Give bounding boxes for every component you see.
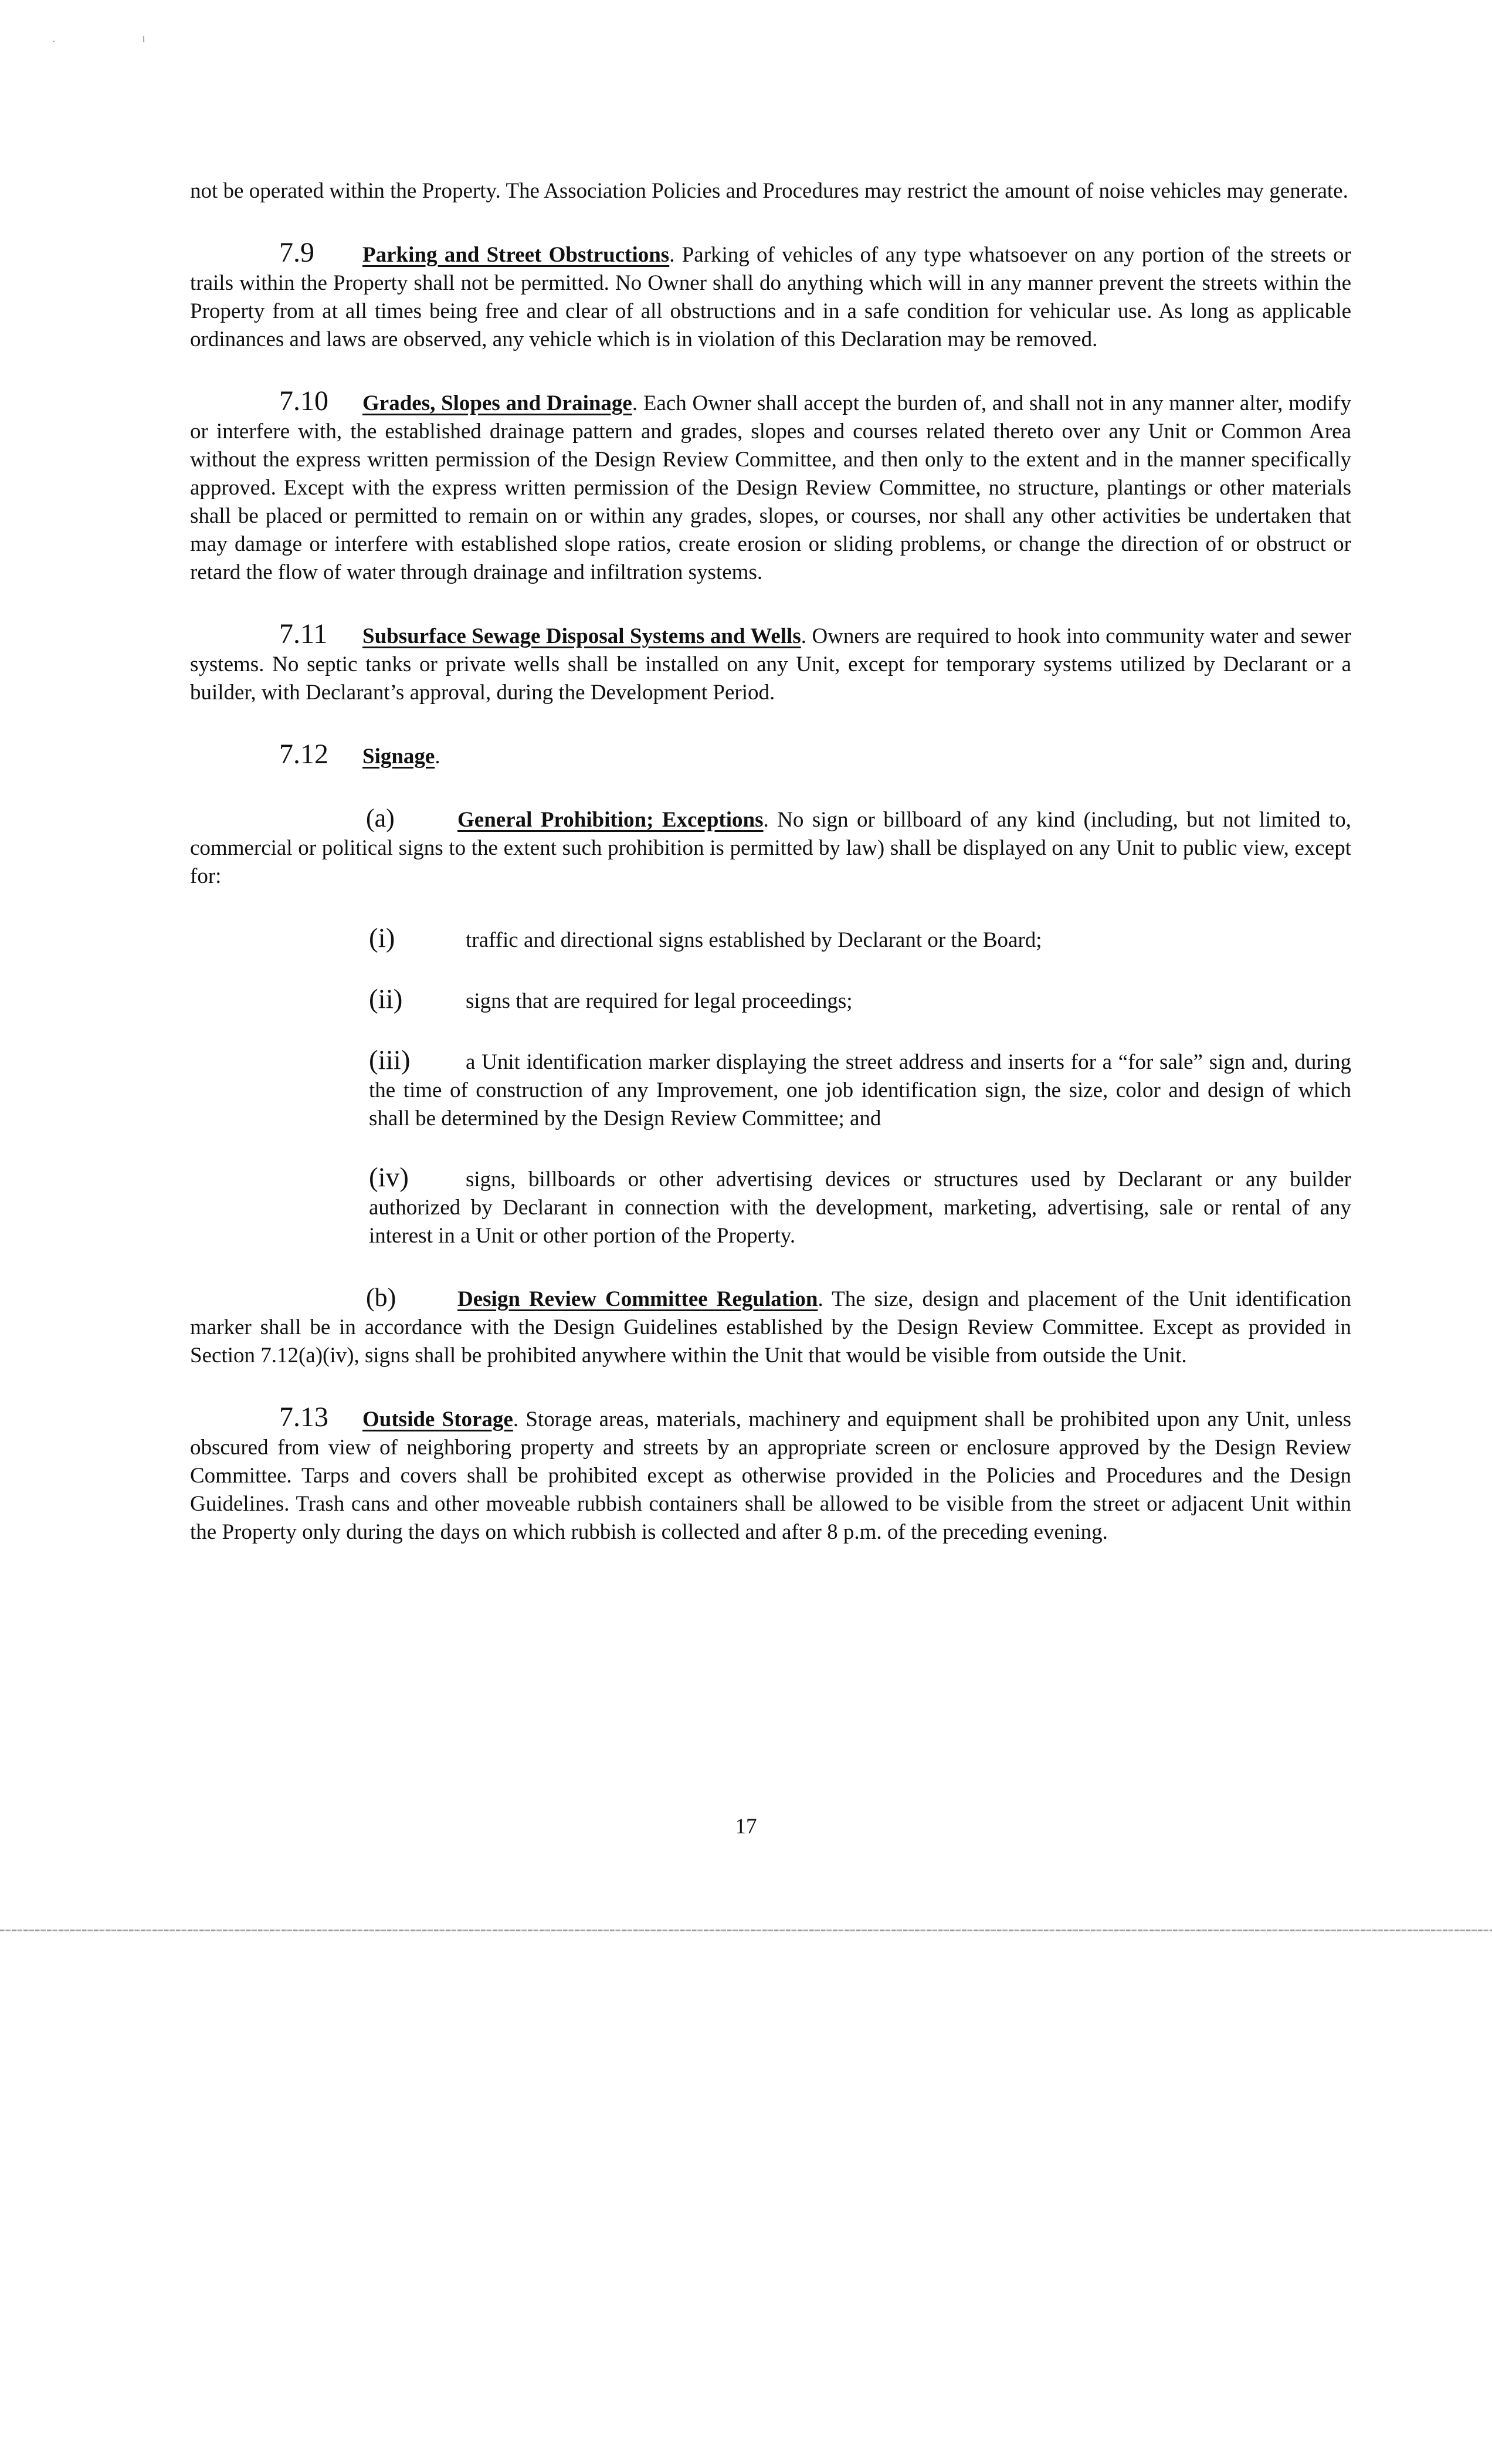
section-7-11 (190, 620, 1351, 707)
section-heading: Subsurface Sewage Disposal Systems and Wells (362, 624, 801, 648)
list-item (369, 1046, 1351, 1133)
subsection-label: (a) (366, 804, 395, 832)
item-label: (iii) (369, 1045, 411, 1075)
document-body (190, 177, 1351, 1580)
subsection-7-12-a (190, 804, 1351, 891)
item-label: (iv) (369, 1162, 409, 1193)
list-item (369, 924, 1351, 955)
subsection-7-12-b (190, 1284, 1351, 1370)
section-heading: Outside Storage (362, 1407, 513, 1431)
section-number: 7.10 (279, 385, 328, 417)
item-text: a Unit identification marker displaying the street address and inserts for a “for sale” sign and, during the time of construction of any Improvement, one job identification sign, the size, color and design of which shall be determined by the Design Review Committee; and (369, 1050, 1351, 1131)
list-item (369, 985, 1351, 1016)
section-text: . Parking of vehicles of any type whatsoever on any portion of the streets or trails within the Property shall not be permitted. No Owner shall do anything which will in any manner prevent the streets within the Property from at all times being free and clear of all obstructions and in a safe condition for vehicular use. As long as applicable ordinances and laws are observed, any vehicle which is in violation of this Declaration may be removed. (190, 243, 1351, 351)
subsection-heading: General Prohibition; Exceptions (457, 808, 764, 832)
section-text: . Each Owner shall accept the burden of, and shall not in any manner alter, modify or interfere with, the established drainage pattern and grades, slopes and courses related thereto over any Unit or Common Area without the express written permission of the Design Review Committee, and then only to the extent and in the manner specifically approved. Except with the express written permission of the Design Review Committee, no structure, plantings or other materials shall be placed or permitted to remain on or within any grades, slopes, or courses, nor shall any other activities be undertaken that may damage or interfere with established slope ratios, create erosion or sliding problems, or change the direction of or obstruct or retard the flow of water through drainage and infiltration systems. (190, 391, 1352, 584)
item-paragraph (369, 1163, 1351, 1250)
exception-list (190, 924, 1351, 1250)
section-text: . Storage areas, materials, machinery and equipment shall be prohibited upon any Unit, unless obscured from view of neighboring property and streets by an appropriate screen or enclosure approved by the Design Review Committee. Tarps and covers shall be prohibited except as otherwise provided in the Policies and Procedures and the Design Guidelines. Trash cans and other moveable rubbish containers shall be allowed to be visible from the street or adjacent Unit within the Property only during the days on which rubbish is collected and after 8 p.m. of the preceding evening. (190, 1407, 1351, 1544)
item-label: (ii) (369, 984, 403, 1014)
section-number: 7.12 (279, 739, 328, 770)
item-text: signs, billboards or other advertising devices or structures used by Declarant or any builder authorized by Declarant in connection with the development, marketing, advertising, sale or rental of any interest in a Unit or other portion of the Property. (369, 1167, 1351, 1248)
list-item (369, 1163, 1351, 1250)
section-heading: Parking and Street Obstructions (362, 243, 670, 267)
subsection-label: (b) (366, 1283, 396, 1312)
section-7-10 (190, 387, 1351, 587)
intro-paragraph: not be operated within the Property. The Association Policies and Procedures may restrict the amount of noise vehicles may generate. (190, 179, 1348, 203)
section-7-13 (190, 1403, 1351, 1546)
section-text: . Owners are required to hook into community water and sewer systems. No septic tanks or private wells shall be installed on any Unit, except for temporary systems utilized by Declarant or a builder, with Declarant’s approval, during the Development Period. (190, 624, 1351, 705)
subsection-text: . The size, design and placement of the Unit identification marker shall be in accordance with the Design Guidelines established by the Design Review Committee. Except as provided in Section 7.12(a)(iv), signs shall be prohibited anywhere within the Unit that would be visible from outside the Unit. (190, 1287, 1351, 1368)
section-number: 7.13 (279, 1402, 328, 1433)
section-number: 7.9 (279, 237, 314, 268)
item-paragraph (369, 1046, 1351, 1133)
item-label: (i) (369, 923, 395, 953)
section-7-9 (190, 239, 1351, 354)
page-number: 17 (735, 1815, 757, 1839)
item-text: traffic and directional signs established by Declarant or the Board; (466, 928, 1042, 952)
scan-mark: ı (142, 31, 146, 45)
subsection-text: . No sign or billboard of any kind (including, but not limited to, commercial or political signs to the extent such prohibition is permitted by law) shall be displayed on any Unit to public view, except for: (190, 808, 1351, 888)
section-7-12 (190, 740, 1351, 771)
section-heading: Grades, Slopes and Drainage (362, 391, 632, 415)
section-heading-suffix: . (435, 744, 440, 769)
subsection-heading: Design Review Committee Regulation (457, 1287, 818, 1311)
section-heading: Signage (362, 744, 435, 769)
section-number: 7.11 (279, 618, 328, 649)
item-text: signs that are required for legal proceedings; (466, 989, 853, 1013)
scan-mark: · (52, 34, 56, 49)
scan-edge-line (0, 1930, 1492, 1931)
